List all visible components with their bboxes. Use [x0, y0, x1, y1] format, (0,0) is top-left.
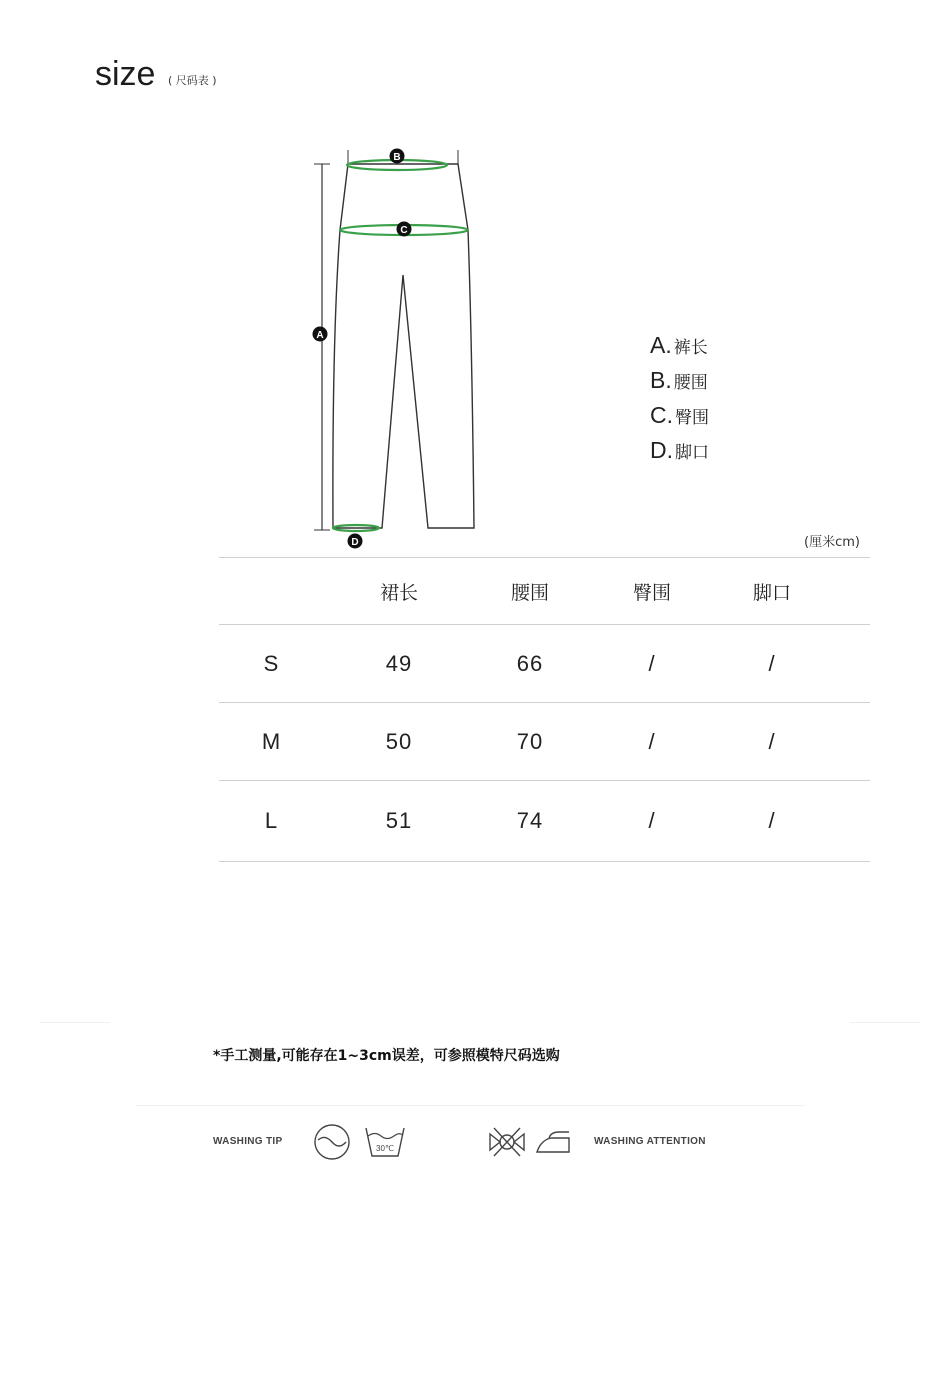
washing-attention-label: WASHING ATTENTION [594, 1136, 706, 1147]
table-cell: 74 [474, 781, 586, 862]
header-cell [219, 558, 324, 625]
pants-diagram [300, 140, 500, 560]
table-cell: / [718, 625, 826, 703]
table-cell: / [718, 703, 826, 781]
svg-text:A: A [316, 330, 324, 341]
legend-item: B. 腰围 [650, 367, 708, 393]
page-title: size [95, 55, 156, 93]
table-cell: / [586, 703, 718, 781]
washing-tip-label: WASHING TIP [213, 1136, 283, 1147]
wash-30-icon [363, 1120, 407, 1164]
header-cell: 腰围 [474, 558, 586, 625]
hand-wash-icon [312, 1120, 352, 1164]
legend-item: A. 裤长 [650, 332, 708, 358]
page-subtitle: ( 尺码表 ) [168, 74, 217, 87]
svg-text:D: D [351, 537, 359, 548]
svg-text:B: B [393, 152, 401, 163]
iron-icon [535, 1120, 575, 1164]
marker-a [313, 327, 328, 342]
header-cell: 臀围 [586, 558, 718, 625]
pants-outline [333, 164, 474, 528]
table-row [219, 781, 870, 862]
table-cell: 51 [324, 781, 474, 862]
no-tumble-dry-icon [486, 1120, 528, 1164]
divider [850, 1022, 920, 1023]
header-cell: 裙长 [324, 558, 474, 625]
table-cell: 50 [324, 703, 474, 781]
svg-text:C: C [400, 225, 408, 236]
table-row [219, 625, 870, 703]
measurement-note: *手工测量,可能存在1~3cm误差，可参照模特尺码选购 [213, 1048, 560, 1064]
marker-c [397, 222, 412, 237]
table-cell: / [586, 625, 718, 703]
size-cell: S [219, 625, 324, 703]
table-row [219, 703, 870, 781]
unit-label: (厘米cm) [804, 535, 860, 550]
legend-item: D. 脚口 [650, 437, 709, 463]
table-cell: 66 [474, 625, 586, 703]
table-header-row [219, 558, 870, 625]
marker-b [390, 149, 405, 164]
divider [135, 1105, 805, 1106]
measurement-legend [650, 332, 709, 472]
size-cell: M [219, 703, 324, 781]
table-cell: / [586, 781, 718, 862]
divider [40, 1022, 110, 1023]
table-cell: 70 [474, 703, 586, 781]
svg-text:30℃: 30℃ [376, 1144, 394, 1153]
size-cell: L [219, 781, 324, 862]
header-cell: 脚口 [718, 558, 826, 625]
marker-d [348, 534, 363, 549]
table-cell: / [718, 781, 826, 862]
size-table [219, 557, 870, 862]
legend-item: C. 臀围 [650, 402, 709, 428]
table-cell: 49 [324, 625, 474, 703]
